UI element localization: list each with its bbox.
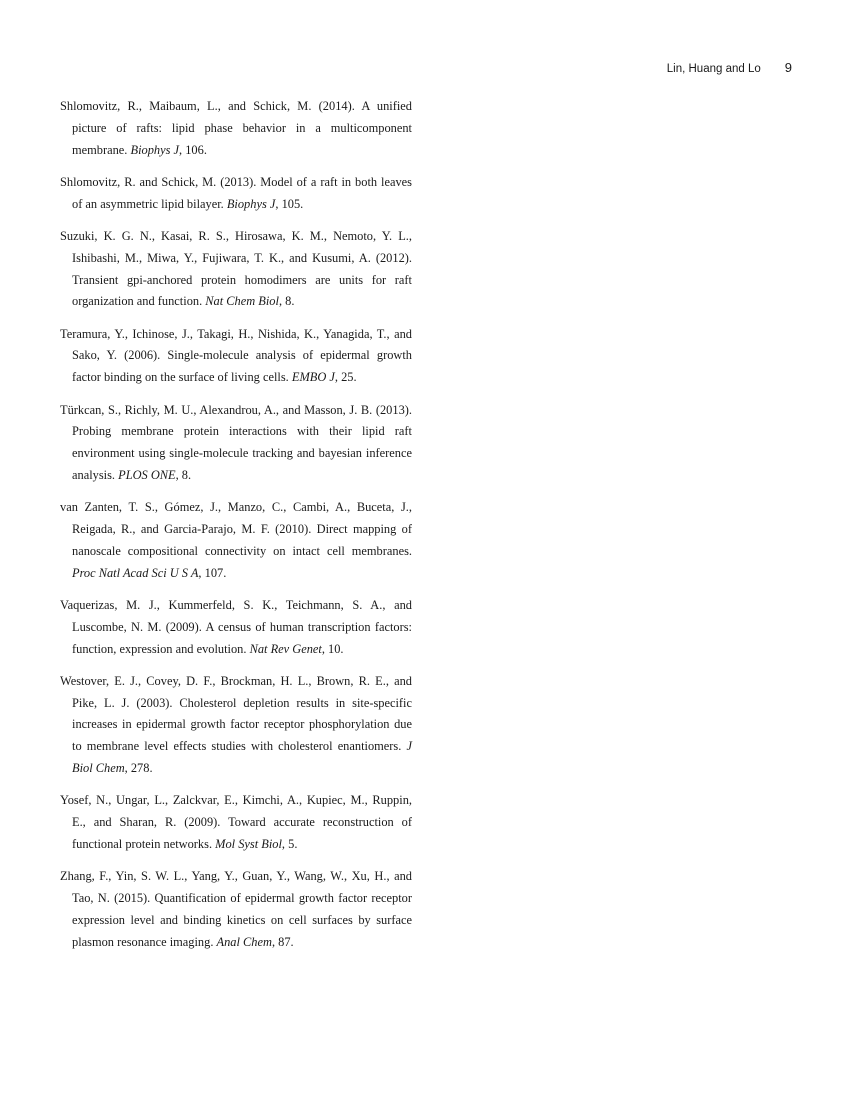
reference-entry-shlomovitz-2013 (60, 172, 412, 216)
reference-text: Suzuki, K. G. N., Kasai, R. S., Hirosawa, K. M., Nemoto, Y. L., Ishibashi, M., Miwa, Y., Fujiwara, T. K., and Kusumi, A. (2012). Transient gpi-anchored protein homodimers are units for raft organization and function. (60, 228, 412, 309)
reference-entry-teramura-2006 (60, 324, 412, 389)
reference-text: van Zanten, T. S., Gómez, J., Manzo, C., Cambi, A., Buceta, J., Reigada, R., and Garcia-Parajo, M. F. (2010). Direct mapping of nanoscale compositional connectivity on intact cell membranes. (60, 500, 412, 558)
reference-text: Zhang, F., Yin, S. W. L., Yang, Y., Guan, Y., Wang, W., Xu, H., and Tao, N. (2015). Quantification of epidermal growth factor receptor expression level and binding kinetics on cell surfaces by surface plasmon resonance imaging. (60, 869, 412, 949)
reference-journal: J Biol Chem (72, 739, 412, 776)
running-header (667, 60, 792, 75)
reference-volume: , 105. (275, 196, 304, 211)
reference-volume: , 87. (271, 934, 294, 949)
reference-entry-vaquerizas-2009 (60, 595, 412, 660)
reference-entry-suzuki-2012 (60, 226, 412, 313)
reference-volume: , 107. (198, 565, 227, 580)
reference-text: Yosef, N., Ungar, L., Zalckvar, E., Kimchi, A., Kupiec, M., Ruppin, E., and Sharan, R. (2009). Toward accurate reconstruction of functional protein networks. (60, 793, 412, 851)
reference-text: Shlomovitz, R., Maibaum, L., and Schick, M. (2014). A unified picture of rafts: lipid phase behavior in a multicomponent membrane. (60, 99, 412, 157)
reference-text: Teramura, Y., Ichinose, J., Takagi, H., Nishida, K., Yanagida, T., and Sako, Y. (2006). Single-molecule analysis of epidermal growth factor binding on the surface of living cells. (60, 326, 412, 385)
reference-entry-zhang-2015 (60, 866, 412, 953)
reference-text: Türkcan, S., Richly, M. U., Alexandrou, A., and Masson, J. B. (2013). Probing membrane protein interactions with their lipid raft environment using single-molecule tracking and bayesian inference analysis. (60, 402, 412, 482)
reference-journal: Anal Chem (216, 934, 272, 949)
reference-journal: Biophys J (226, 196, 276, 211)
page-number: 9 (784, 60, 792, 75)
reference-volume: , 8. (175, 467, 192, 482)
reference-volume: , 8. (278, 294, 295, 309)
reference-volume: , 10. (321, 641, 344, 656)
reference-text: Vaquerizas, M. J., Kummerfeld, S. K., Teichmann, S. A., and Luscombe, N. M. (2009). A census of human transcription factors: function, expression and evolution. (60, 597, 412, 656)
reference-entry-shlomovitz-2014 (60, 96, 412, 161)
reference-entry-van-zanten-2010 (60, 497, 412, 584)
reference-volume: , 106. (179, 142, 207, 157)
reference-entry-turkcan-2013 (60, 400, 412, 487)
reference-text: Westover, E. J., Covey, D. F., Brockman, H. L., Brown, R. E., and Pike, L. J. (2003). Cholesterol depletion results in site-specific increases in epidermal growth factor receptor phosphorylation due to membrane level effects studies with cholesterol enantiomers. (60, 673, 412, 754)
reference-journal: PLOS ONE (118, 467, 176, 482)
reference-volume: , 25. (334, 370, 357, 385)
reference-entry-westover-2003 (60, 671, 412, 780)
reference-text: Shlomovitz, R. and Schick, M. (2013). Model of a raft in both leaves of an asymmetric lipid bilayer. (60, 174, 412, 211)
reference-journal: Mol Syst Biol (215, 836, 282, 851)
reference-volume: , 5. (281, 836, 298, 851)
reference-list (60, 96, 412, 964)
reference-journal: Biophys J (130, 142, 180, 157)
reference-journal: EMBO J (291, 370, 335, 385)
reference-entry-yosef-2009 (60, 790, 412, 855)
reference-journal: Nat Chem Biol (205, 294, 279, 309)
reference-volume: , 278. (124, 761, 153, 776)
reference-journal: Proc Natl Acad Sci U S A (72, 565, 199, 580)
header-authors: Lin, Huang and Lo (666, 63, 761, 75)
reference-journal: Nat Rev Genet (249, 641, 322, 656)
